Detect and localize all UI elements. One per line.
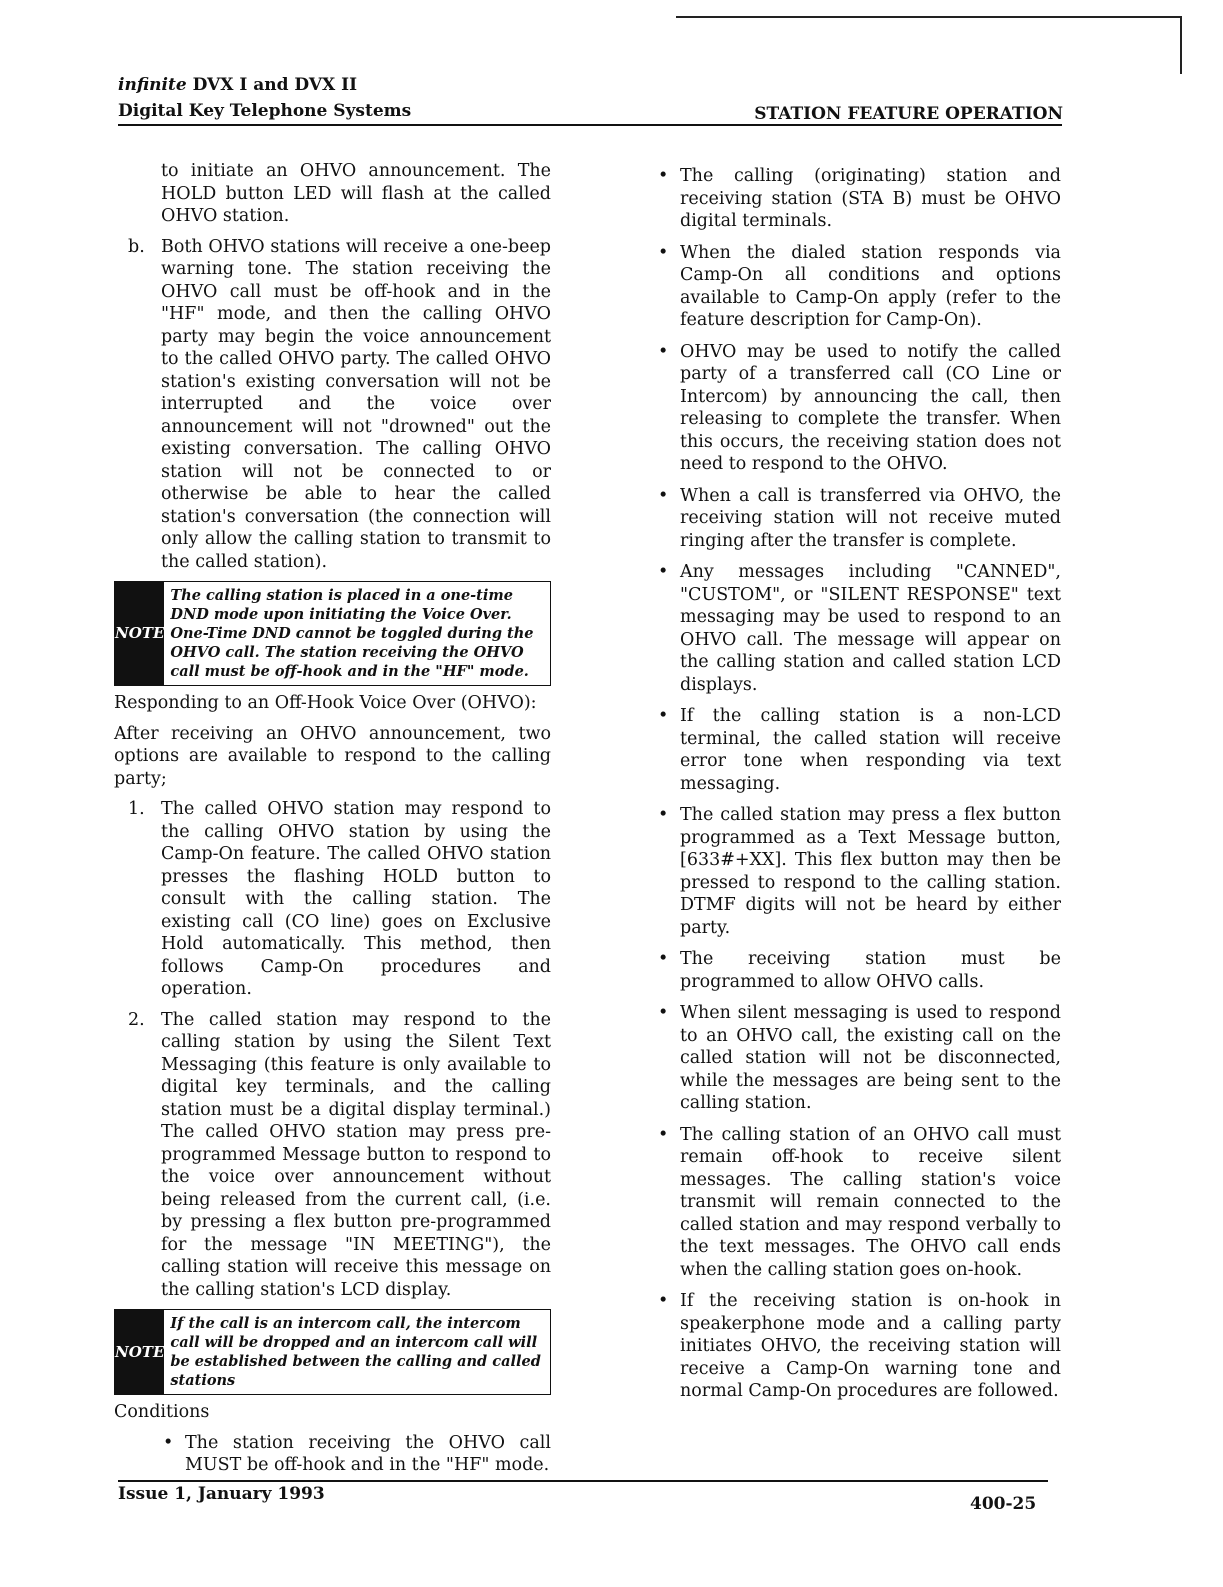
bullet-item xyxy=(656,1290,1061,1403)
left-column xyxy=(114,160,551,1486)
bullet-item xyxy=(656,485,1061,553)
bullet-item: • The station receiving the OHVO call MUST be off-hook and in the "HF" mode. xyxy=(163,1432,551,1475)
bullet-text: When the dialed station responds via Camp-On all conditions and options available to Camp-On apply (refer to the feature description for Camp-On). xyxy=(680,242,1061,330)
bullet-text: The station receiving the OHVO call MUST be off-hook and in the "HF" mode. xyxy=(185,1432,551,1475)
section-heading: Responding to an Off-Hook Voice Over (OHVO): xyxy=(114,693,537,713)
item-label: 2. xyxy=(128,1009,145,1030)
bullet-text: The calling station of an OHVO call must remain off-hook to receive silent messages. The calling station's voice transmit will remain connected to the called station and may respond verbally to the text messages. The OHVO call ends when the calling station goes on-hook. xyxy=(680,1124,1061,1280)
product: DVX I and DVX II xyxy=(192,75,358,95)
bullet-text: When a call is transferred via OHVO, the receiving station will not receive muted ringing after the transfer is complete. xyxy=(680,485,1061,551)
note-box xyxy=(114,1309,551,1395)
item-label: b. xyxy=(128,236,145,257)
item-text: The called station may respond to the calling station by using the Silent Text Messaging (this feature is only available to digital key terminals, and the calling station must be a digital display terminal.) The called OHVO station may press pre-programmed Message button to respond to the voice over announcement without being released from the current call, (i.e. by pressing a flex button pre-programmed for the message "IN MEETING"), the calling station will receive this message on the calling station's LCD display. xyxy=(161,1009,551,1300)
bullet-text: If the calling station is a non-LCD terminal, the called station will receive error tone when responding via text messaging. xyxy=(680,706,1061,794)
item-text: Both OHVO stations will receive a one-beep warning tone. The station receiving the OHVO call must be off-hook and in the "HF" mode, and then the calling OHVO party may begin the voice announcement to the called OHVO party. The called OHVO station's existing conversation will not be interrupted and the voice over announcement will not "drowned" out the existing conversation. The calling OHVO station will not be connected to or otherwise be able to hear the called station's conversation (the connection will only allow the calling station to transmit to the called station). xyxy=(161,236,551,572)
bullet-item xyxy=(656,1124,1061,1282)
top-rule xyxy=(676,16,1181,18)
bullet-item xyxy=(656,705,1061,795)
issue-date: Issue 1, January 1993 xyxy=(118,1484,325,1504)
bullet-icon: • xyxy=(658,166,669,186)
page-number: 400-25 xyxy=(970,1494,1037,1514)
item-label: 1. xyxy=(128,799,145,819)
bullet-text: The receiving station must be programmed to allow OHVO calls. xyxy=(680,949,1061,992)
bullet-item xyxy=(656,948,1061,993)
note-text: If the call is an intercom call, the intercom call will be dropped and an intercom call will be established between the calling and called stations xyxy=(170,1315,541,1389)
bullet-icon: • xyxy=(658,1003,669,1023)
right-rule xyxy=(1180,16,1182,74)
bullet-icon: • xyxy=(658,1124,669,1145)
note-box xyxy=(114,581,551,686)
bullet-item xyxy=(656,341,1061,476)
running-header xyxy=(118,72,411,124)
header-rule xyxy=(118,124,1062,126)
list-item xyxy=(114,1009,551,1302)
note-label: NOTE xyxy=(115,1310,164,1394)
bullet-text: OHVO may be used to notify the called party of a transferred call (CO Line or Intercom) by announcing the call, then releasing to complete the transfer. When this occurs, the receiving station does not need to respond to the OHVO. xyxy=(680,341,1061,474)
bullet-icon: • xyxy=(658,706,669,726)
bullet-icon: • xyxy=(658,949,669,969)
right-column xyxy=(656,165,1061,1412)
bullet-text: The calling (originating) station and receiving station (STA B) must be OHVO digital terminals. xyxy=(680,166,1061,231)
bullet-item xyxy=(656,804,1061,939)
footer-rule xyxy=(118,1480,1048,1482)
section-heading: Conditions xyxy=(114,1402,210,1422)
bullet-item xyxy=(656,1002,1061,1115)
bullet-icon: • xyxy=(658,805,669,825)
bullet-icon: • xyxy=(658,242,669,263)
bullet-item xyxy=(656,165,1061,233)
item-text: The called OHVO station may respond to the calling OHVO station by using the Camp-On feature. The called OHVO station presses the flashing HOLD button to consult with the calling station. The existing call (CO line) goes on Exclusive Hold automatically. This method, then follows Camp-On procedures and operation. xyxy=(161,799,551,999)
bullet-text: Any messages including "CANNED", "CUSTOM", or "SILENT RESPONSE" text messaging may be used to respond to an OHVO call. The message will appear on the calling station and called station LCD displays. xyxy=(680,562,1061,695)
note-label: NOTE xyxy=(115,582,164,685)
bullet-icon: • xyxy=(658,485,669,506)
bullet-text: The called station may press a flex button programmed as a Text Message button, [633#+XX]. This flex button may then be pressed to respond to the calling station. DTMF digits will not be heard by either party. xyxy=(680,805,1061,938)
bullet-icon: • xyxy=(658,562,669,582)
subtitle: Digital Key Telephone Systems xyxy=(118,101,412,121)
paragraph: to initiate an OHVO announcement. The HOLD button LED will flash at the called OHVO station. xyxy=(161,161,551,226)
brand: infinite xyxy=(118,75,187,95)
list-item xyxy=(114,798,551,1001)
bullet-text: If the receiving station is on-hook in speakerphone mode and a calling party initiates OHVO, the receiving station will receive a Camp-On warning tone and normal Camp-On procedures are followed. xyxy=(680,1291,1061,1401)
bullet-icon: • xyxy=(658,341,669,362)
list-item xyxy=(114,236,551,574)
paragraph: After receiving an OHVO announcement, two options are available to respond to the calling party; xyxy=(114,723,551,789)
bullet-item xyxy=(656,242,1061,332)
note-text: The calling station is placed in a one-time DND mode upon initiating the Voice Over. One-Time DND cannot be toggled during the OHVO call. The station receiving the OHVO call must be off-hook and in the "HF" mode. xyxy=(170,587,534,680)
bullet-item xyxy=(656,561,1061,696)
bullet-text: When silent messaging is used to respond to an OHVO call, the existing call on the called station will not be disconnected, while the messages are being sent to the calling station. xyxy=(680,1003,1061,1113)
section-title: STATION FEATURE OPERATION xyxy=(754,104,1063,124)
bullet-icon: • xyxy=(658,1291,669,1311)
